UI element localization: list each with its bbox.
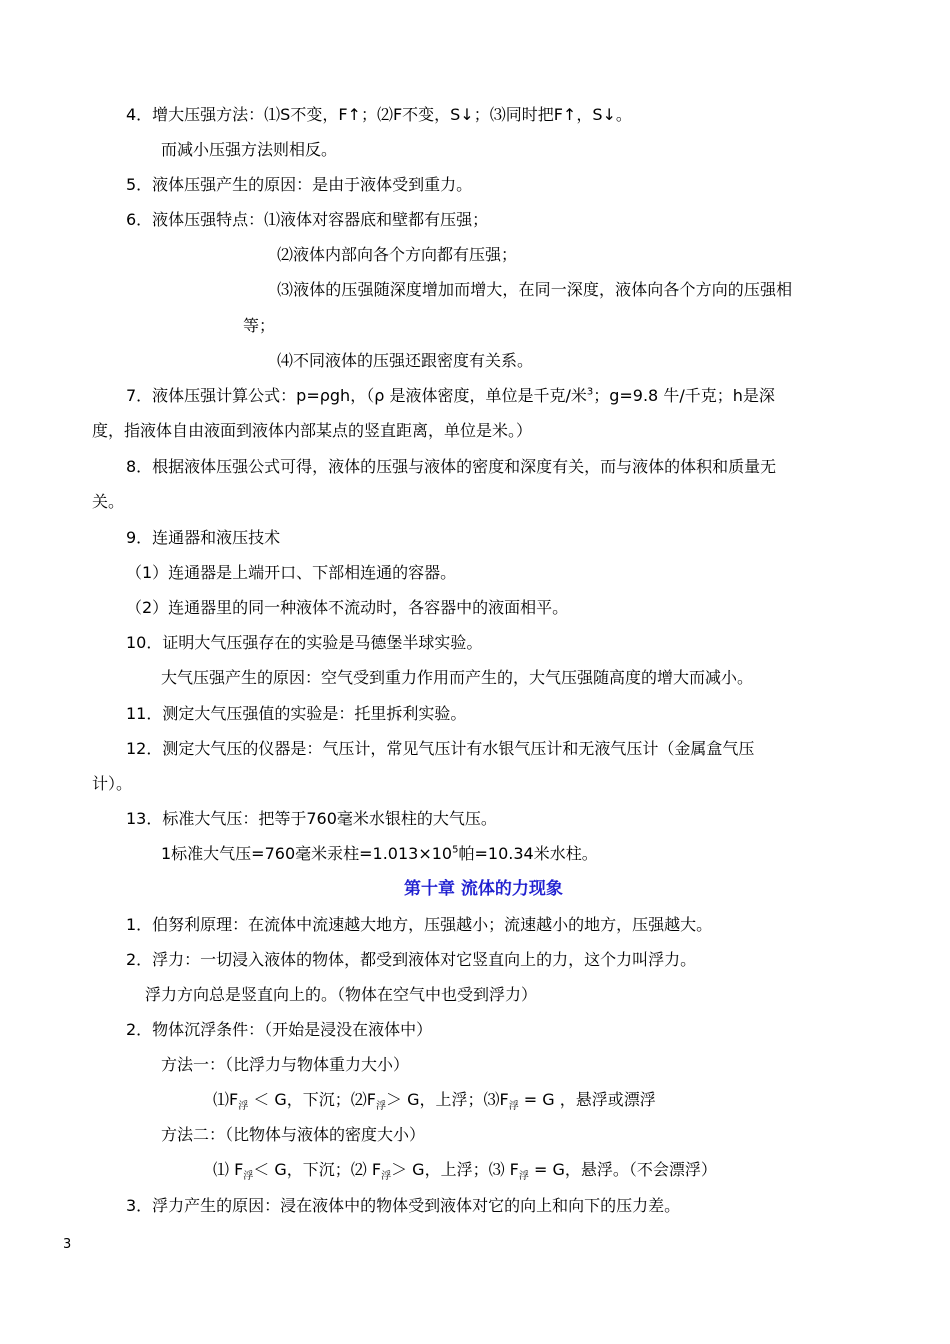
text-line: （2）连通器里的同一种液体不流动时，各容器中的液面相平。 <box>126 598 569 617</box>
text-line: 12．测定大气压的仪器是：气压计，常见气压计有水银气压计和无液气压计（金属盒气压 <box>126 739 755 758</box>
text-segment: ＜ G，下沉；⑵ F <box>253 1160 382 1179</box>
text-segment: 7．液体压强计算公式：p=ρgh，（ρ 是液体密度，单位是千克/米 <box>126 386 587 405</box>
text-segment: ⑴ F <box>213 1160 244 1179</box>
subscript: 浮 <box>243 1171 254 1183</box>
text-line: 2．浮力：一切浸入液体的物体，都受到液体对它竖直向上的力，这个力叫浮力。 <box>126 950 697 969</box>
subscript: 浮 <box>238 1101 249 1113</box>
text-line: 度，指液体自由液面到液体内部某点的竖直距离，单位是米。） <box>92 421 533 440</box>
text-line: 方法二：（比物体与液体的密度大小） <box>161 1125 426 1144</box>
text-line <box>213 1159 717 1181</box>
text-line: ⑶液体的压强随深度增加而增大，在同一深度，液体向各个方向的压强相 <box>277 280 793 299</box>
text-line: ⑵液体内部向各个方向都有压强； <box>277 245 518 264</box>
page-number: 3 <box>63 1237 72 1252</box>
text-line: 方法一：（比浮力与物体重力大小） <box>161 1055 410 1074</box>
text-line: 计）。 <box>92 774 133 793</box>
text-line: ⑷不同液体的压强还跟密度有关系。 <box>277 351 534 370</box>
text-line: 4．增大压强方法：⑴S不变，F↑；⑵F不变，S↓；⑶同时把F↑，S↓。 <box>126 105 632 124</box>
text-line: 2．物体沉浮条件：（开始是浸没在液体中） <box>126 1020 433 1039</box>
text-line: 而减小压强方法则相反。 <box>161 140 338 159</box>
text-line: 11．测定大气压强值的实验是：托里拆利实验。 <box>126 704 467 723</box>
text-line: 8．根据液体压强公式可得，液体的压强与液体的密度和深度有关，而与液体的体积和质量无 <box>126 457 777 476</box>
text-line: 浮力方向总是竖直向上的。（物体在空气中也受到浮力） <box>145 985 538 1004</box>
text-line: 关。 <box>92 492 125 511</box>
text-line: 5．液体压强产生的原因：是由于液体受到重力。 <box>126 175 473 194</box>
text-line: 9．连通器和液压技术 <box>126 528 281 547</box>
text-line: 13．标准大气压：把等于760毫米水银柱的大气压。 <box>126 809 497 828</box>
text-segment: ＞ G，上浮；⑶ F <box>391 1160 519 1179</box>
text-line <box>126 385 775 407</box>
superscript: 5 <box>452 844 459 856</box>
text-line: （1）连通器是上端开口、下部相连通的容器。 <box>126 563 457 582</box>
text-line <box>213 1089 656 1111</box>
superscript: 3 <box>586 386 594 398</box>
text-segment: = G ，悬浮或漂浮 <box>518 1090 656 1109</box>
text-segment: = G，悬浮。（不会漂浮） <box>528 1160 717 1179</box>
text-line: 等； <box>243 316 276 335</box>
text-line <box>161 843 598 865</box>
chapter-heading: 第十章 流体的力现象 <box>404 879 563 899</box>
subscript: 浮 <box>518 1171 529 1183</box>
text-line: 1．伯努利原理：在流体中流速越大地方，压强越小；流速越小的地方，压强越大。 <box>126 915 713 934</box>
subscript: 浮 <box>381 1171 392 1183</box>
text-segment: ＜ G，下沉；⑵F <box>248 1090 376 1109</box>
text-segment: 1标准大气压=760毫米汞柱=1.013×10 <box>161 844 453 863</box>
text-segment: ⑴F <box>213 1090 239 1109</box>
text-line: 大气压强产生的原因：空气受到重力作用而产生的，大气压强随高度的增大而减小。 <box>161 668 754 687</box>
text-segment: ；g=9.8 牛/千克；h是深 <box>593 386 775 405</box>
text-segment: 帕=10.34米水柱。 <box>458 844 598 863</box>
text-line: 3．浮力产生的原因：浸在液体中的物体受到液体对它的向上和向下的压力差。 <box>126 1196 681 1215</box>
subscript: 浮 <box>508 1101 519 1113</box>
subscript: 浮 <box>376 1101 386 1113</box>
text-line: 6．液体压强特点：⑴液体对容器底和壁都有压强； <box>126 210 489 229</box>
text-segment: ＞ G，上浮；⑶F <box>386 1090 509 1109</box>
text-line: 10．证明大气压强存在的实验是马德堡半球实验。 <box>126 633 483 652</box>
